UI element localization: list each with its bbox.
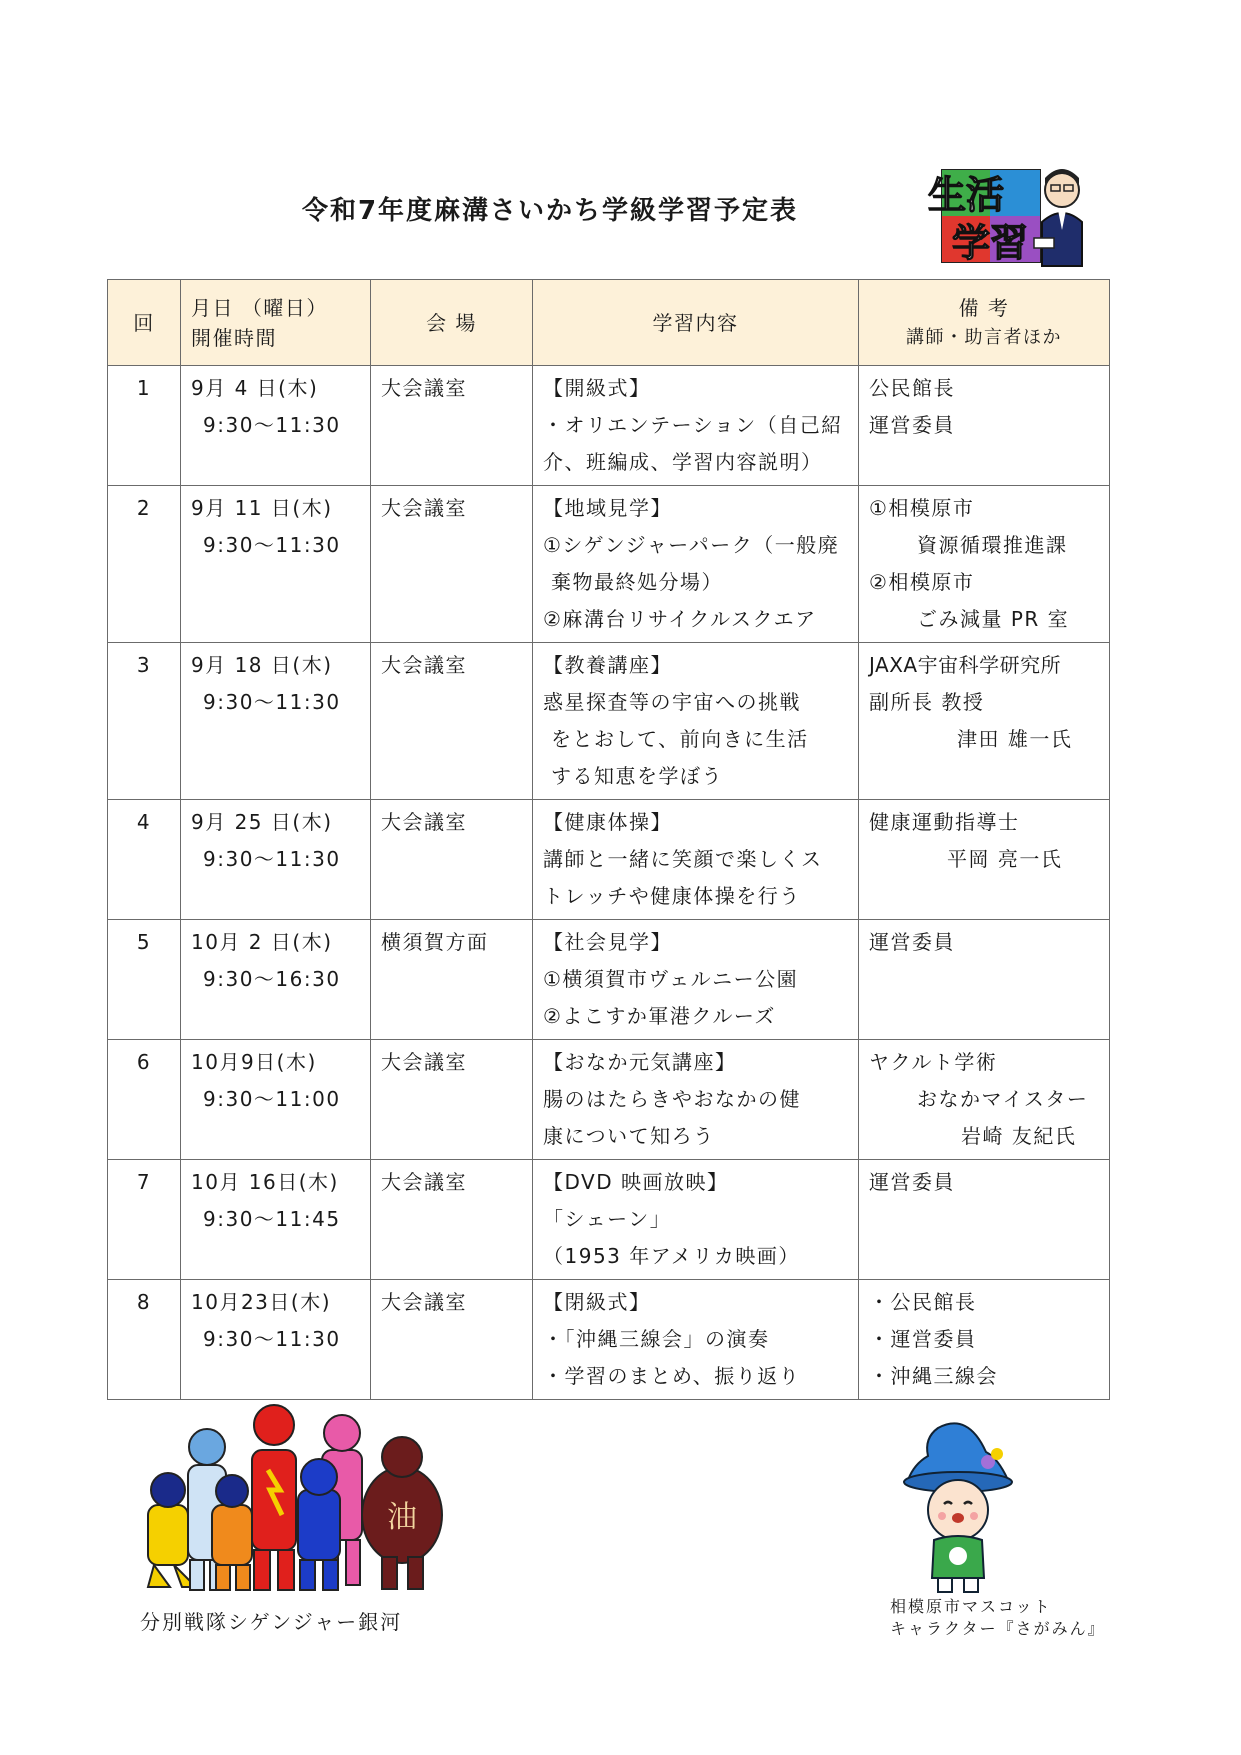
row-num: 6 [108, 1040, 181, 1160]
content-line: 「シェーン」 [543, 1207, 672, 1231]
header-date [181, 280, 371, 366]
right-character-caption [890, 1596, 1106, 1640]
oil-label: 油 [387, 1500, 417, 1535]
page-title: 令和7年度麻溝さいかち学級学習予定表 [301, 196, 799, 226]
notes-line: 運営委員 [869, 413, 955, 437]
row-num: 5 [108, 920, 181, 1040]
shigenger-ginga-illustration [140, 1395, 475, 1595]
row-venue: 大会議室 [371, 1040, 533, 1160]
row-notes [859, 1160, 1110, 1280]
content-line: 【DVD 映画放映】 [543, 1170, 729, 1194]
content-line: 【社会見学】 [543, 930, 672, 954]
content-line: 講師と一緒に笑顔で楽しくス [543, 847, 823, 871]
content-line: 棄物最終処分場） [551, 570, 723, 594]
row-num: 1 [108, 366, 181, 486]
content-line: ①シゲンジャーパーク（一般廃 [543, 533, 840, 557]
row-content [533, 366, 859, 486]
row-content [533, 1280, 859, 1400]
content-line: 【健康体操】 [543, 810, 672, 834]
table-row [108, 920, 1110, 1040]
row-content [533, 1160, 859, 1280]
content-line: 【開級式】 [543, 376, 651, 400]
content-line: ②よこすか軍港クルーズ [543, 1004, 776, 1028]
row-time: 9:30～11:30 [203, 847, 341, 871]
hero-orange [212, 1475, 252, 1590]
row-notes [859, 366, 1110, 486]
header-num: 回 [108, 280, 181, 366]
content-line: （1953 年アメリカ映画） [543, 1244, 800, 1268]
row-notes [859, 486, 1110, 643]
header-notes-line2: 講師・助言者ほか [906, 326, 1062, 348]
row-num: 3 [108, 643, 181, 800]
header-date-line1: 月日 （曜日） [191, 295, 328, 320]
row-num: 2 [108, 486, 181, 643]
row-venue: 大会議室 [371, 643, 533, 800]
row-datetime [181, 1280, 371, 1400]
table-row [108, 1040, 1110, 1160]
row-num: 4 [108, 800, 181, 920]
row-date: 9月 25 日(木) [191, 810, 333, 834]
row-date: 10月 2 日(木) [191, 930, 333, 954]
row-datetime [181, 1040, 371, 1160]
schedule-table [107, 279, 1110, 1400]
row-notes [859, 1040, 1110, 1160]
table-row [108, 1280, 1110, 1400]
content-line: 腸のはたらきやおなかの健 [543, 1087, 801, 1111]
row-datetime [181, 920, 371, 1040]
notes-line: ・沖縄三線会 [869, 1364, 998, 1388]
row-time: 9:30～11:30 [203, 1327, 341, 1351]
content-line: トレッチや健康体操を行う [543, 884, 801, 908]
notes-line: ヤクルト学術 [869, 1050, 998, 1074]
logo-char-2: 学習 [951, 221, 1029, 265]
row-time: 9:30～11:30 [203, 413, 341, 437]
notes-line: 運営委員 [869, 1170, 955, 1194]
row-venue: 大会議室 [371, 800, 533, 920]
table-row [108, 486, 1110, 643]
header-notes [859, 280, 1110, 366]
content-line: をとおして、前向きに生活 [551, 727, 809, 751]
content-line: ①横須賀市ヴェルニー公園 [543, 967, 799, 991]
left-character-caption: 分別戦隊シゲンジャー銀河 [140, 1610, 403, 1634]
notes-line: 健康運動指導士 [869, 810, 1020, 834]
right-caption-line2: キャラクター『さがみん』 [890, 1619, 1106, 1638]
row-notes [859, 1280, 1110, 1400]
hero-red [252, 1405, 296, 1590]
table-row [108, 366, 1110, 486]
table-row [108, 1160, 1110, 1280]
notes-line: 平岡 亮一氏 [947, 847, 1063, 871]
row-time: 9:30～11:00 [203, 1087, 341, 1111]
row-time: 9:30～11:30 [203, 533, 341, 557]
header-content: 学習内容 [533, 280, 859, 366]
notes-line: 副所長 教授 [869, 690, 985, 714]
notes-line: ・運営委員 [869, 1327, 977, 1351]
logo-char-1: 生活 [927, 173, 1005, 217]
sagamin-mascot-illustration [898, 1418, 1018, 1596]
row-venue: 横須賀方面 [371, 920, 533, 1040]
notes-line: JAXA宇宙科学研究所 [869, 653, 1062, 677]
hero-brown [362, 1437, 442, 1589]
content-line: ・「沖縄三線会」の演奏 [543, 1327, 770, 1351]
content-line: 【おなか元気講座】 [543, 1050, 737, 1074]
content-line: 【閉級式】 [543, 1290, 651, 1314]
hero-blue [298, 1459, 340, 1590]
row-venue: 大会議室 [371, 486, 533, 643]
row-num: 8 [108, 1280, 181, 1400]
right-caption-line1: 相模原市マスコット [890, 1597, 1052, 1616]
row-content [533, 643, 859, 800]
content-line: ②麻溝台リサイクルスクエア [543, 607, 817, 631]
table-header-row [108, 280, 1110, 366]
header-notes-line1: 備 考 [958, 295, 1010, 320]
row-date: 9月 11 日(木) [191, 496, 333, 520]
content-line: 惑星探査等の宇宙への挑戦 [543, 690, 801, 714]
row-date: 9月 18 日(木) [191, 653, 333, 677]
row-datetime [181, 366, 371, 486]
row-date: 9月 4 日(木) [191, 376, 319, 400]
row-notes [859, 800, 1110, 920]
row-content [533, 920, 859, 1040]
notes-line: 運営委員 [869, 930, 955, 954]
lifelong-learning-logo [927, 160, 1090, 268]
row-date: 10月23日(木) [191, 1290, 332, 1314]
row-venue: 大会議室 [371, 366, 533, 486]
row-time: 9:30～16:30 [203, 967, 341, 991]
content-line: 【教養講座】 [543, 653, 672, 677]
row-venue: 大会議室 [371, 1280, 533, 1400]
row-content [533, 800, 859, 920]
header-date-line2: 開催時間 [191, 325, 277, 350]
notes-line: 岩崎 友紀氏 [961, 1124, 1077, 1148]
notes-line: ごみ減量 PR 室 [917, 607, 1070, 631]
notes-line: ①相模原市 [869, 496, 975, 520]
content-line: 康について知ろう [543, 1124, 715, 1148]
row-datetime [181, 800, 371, 920]
row-datetime [181, 486, 371, 643]
row-time: 9:30～11:30 [203, 690, 341, 714]
table-row [108, 800, 1110, 920]
notes-line: ・公民館長 [869, 1290, 977, 1314]
row-venue: 大会議室 [371, 1160, 533, 1280]
row-content [533, 486, 859, 643]
row-datetime [181, 643, 371, 800]
row-content [533, 1040, 859, 1160]
notes-line: 公民館長 [869, 376, 955, 400]
row-notes [859, 643, 1110, 800]
content-line: ・学習のまとめ、振り返り [543, 1364, 801, 1388]
content-line: 介、班編成、学習内容説明） [543, 450, 823, 474]
notes-line: おなかマイスター [917, 1087, 1089, 1111]
row-num: 7 [108, 1160, 181, 1280]
row-notes [859, 920, 1110, 1040]
row-datetime [181, 1160, 371, 1280]
table-row [108, 643, 1110, 800]
row-date: 10月 16日(木) [191, 1170, 339, 1194]
notes-line: 資源循環推進課 [917, 533, 1068, 557]
notes-line: ②相模原市 [869, 570, 975, 594]
content-line: する知恵を学ぼう [551, 764, 723, 788]
content-line: ・オリエンテーション（自己紹 [543, 413, 843, 437]
notes-line: 津田 雄一氏 [957, 727, 1073, 751]
row-time: 9:30～11:45 [203, 1207, 341, 1231]
header-venue: 会 場 [371, 280, 533, 366]
content-line: 【地域見学】 [543, 496, 672, 520]
row-date: 10月9日(木) [191, 1050, 317, 1074]
